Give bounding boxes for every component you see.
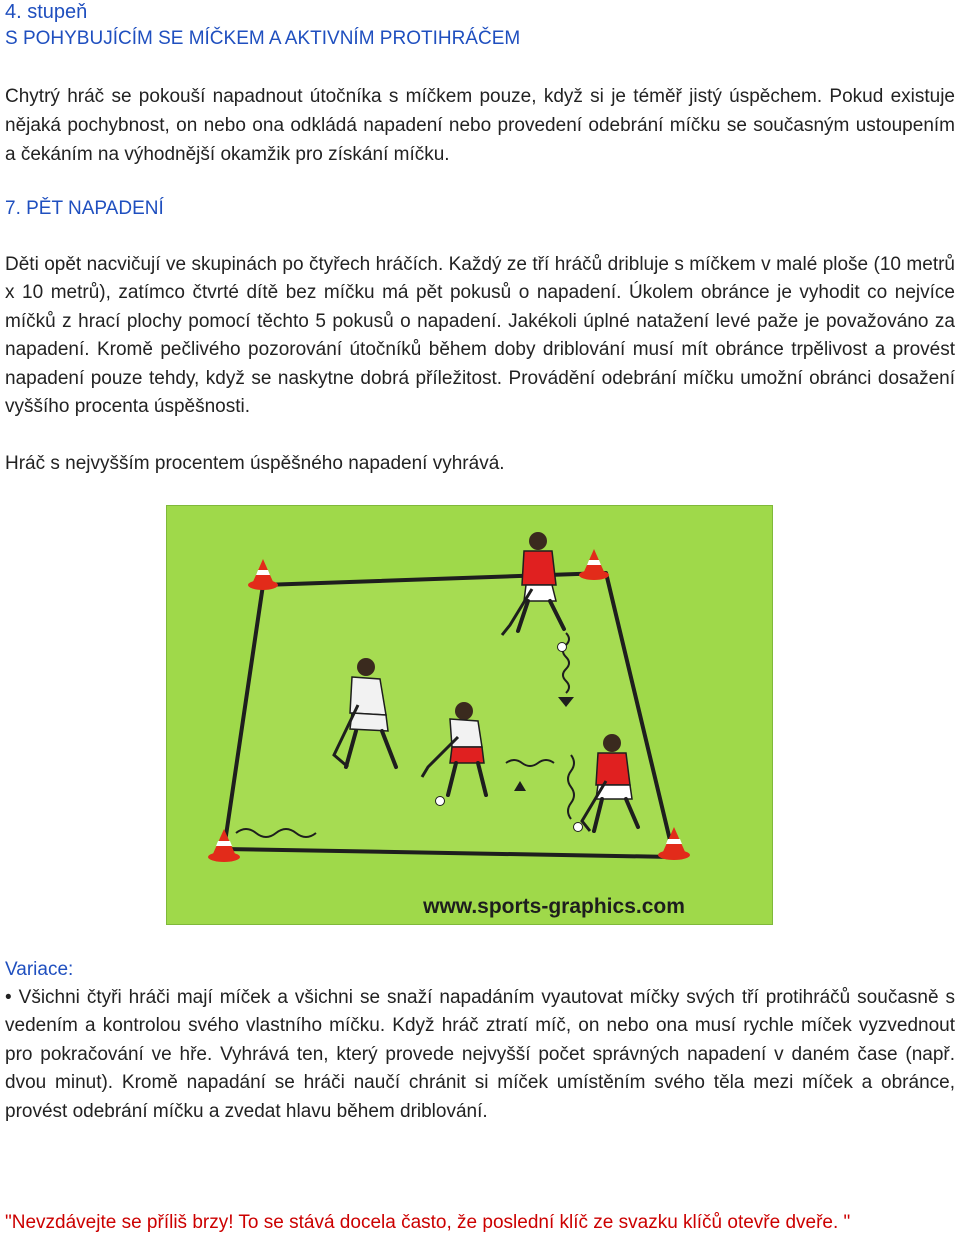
watermark-text: www.sports-graphics.com bbox=[423, 895, 685, 918]
drill-illustration bbox=[166, 505, 773, 925]
playing-area-boundary bbox=[224, 573, 674, 857]
closing-quote: "Nevzdávejte se příliš brzy! To se stává docela často, že poslední klíč ze svazku klíčů otevře dveře. " bbox=[5, 1212, 851, 1233]
variation-title: Variace: bbox=[5, 959, 74, 980]
step-heading: 4. stupeň bbox=[5, 1, 88, 23]
exercise-description: Děti opět nacvičují ve skupinách po čtyřech hráčích. Každý ze tří hráčů dribluje s míčkem v malé ploše (10 metrů x 10 metrů), zatímco čtvrté dítě bez míčku má pět pokusů o napadení. Úkolem obránce je vyhodit co nejvíce míčků z hrací plochy pomocí těchto 5 pokusů o napadení. Jakékoli úplné natažení levé paže je považováno za napadení. Kromě pečlivého pozorování útočníků během doby driblování musí mít obránce trpělivost a provést napadení pouze tehdy, když se naskytne dobrá příležitost. Provádění odebrání míčku umožní obránci dosažení vyššího procenta úspěšnosti. bbox=[5, 254, 955, 418]
bullet-marker: • bbox=[5, 987, 12, 1008]
winner-rule: Hráč s nejvyšším procentem úspěšného napadení vyhrává. bbox=[5, 453, 505, 474]
intro-paragraph: Chytrý hráč se pokouší napadnout útočníka s míčkem pouze, když si je téměř jistý úspěchem. Pokud existuje nějaká pochybnost, on nebo ona odkládá napadení nebo provedení odebrání míčku se současným ustoupením a čekáním na výhodnější okamžik pro získání míčku. bbox=[5, 86, 955, 165]
exercise-title: 7. PĚT NAPADENÍ bbox=[5, 198, 164, 219]
field-diagram bbox=[166, 505, 773, 925]
variation-text: Všichni čtyři hráči mají míček a všichni se snaží napadáním vyautovat míčky svých tří protihráčů současně s vedením a kontrolou svého vlastního míčku. Když hráč ztratí míč, on nebo ona musí rychle míček vyzvednout pro pokračování ve hře. Vyhrává ten, který provede nejvyšší počet správných napadení v daném čase (např. dvou minut). Kromě napadání se hráči naučí chránit si míček umístěním svého těla mezi míček a obránce, provést odebrání míčku a zvedat hlavu během driblování. bbox=[5, 987, 955, 1122]
step-subtitle: S POHYBUJÍCÍM SE MÍČKEM A AKTIVNÍM PROTIHRÁČEM bbox=[5, 28, 521, 49]
variation-paragraph bbox=[5, 984, 955, 1126]
